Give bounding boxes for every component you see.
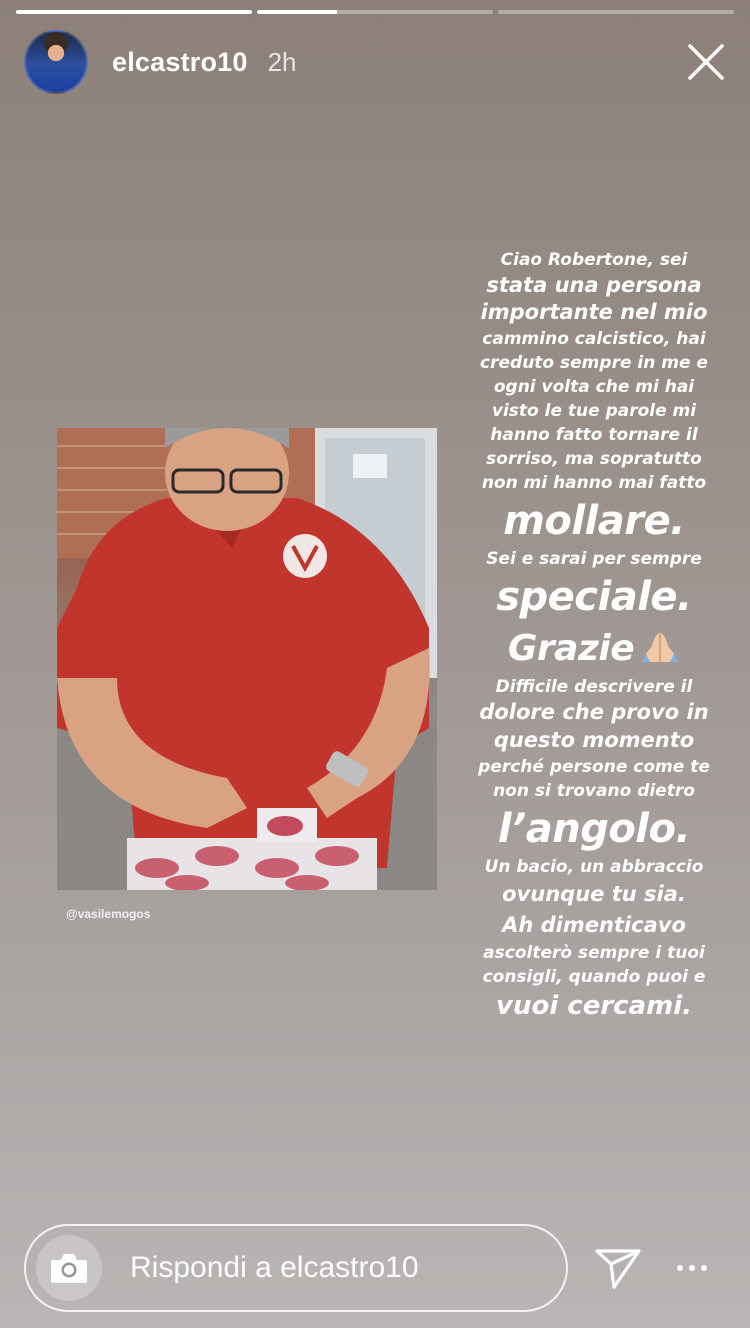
caption-line: non mi hanno mai fatto xyxy=(481,473,707,493)
caption-line: consigli, quando puoi e xyxy=(482,967,706,987)
story-photo xyxy=(57,428,437,890)
caption-line: visto le tue parole mi xyxy=(491,401,697,421)
camera-button[interactable] xyxy=(36,1235,102,1301)
caption-line: perché persone come te xyxy=(478,757,710,777)
reply-input[interactable] xyxy=(24,1224,568,1312)
caption-line: speciale. xyxy=(496,574,692,620)
camera-icon xyxy=(49,1251,89,1285)
caption-line: vuoi cercami. xyxy=(496,991,692,1021)
caption-line: dolore che provo in xyxy=(479,700,709,724)
story-caption xyxy=(474,248,714,1023)
story-progress xyxy=(16,10,734,14)
post-time: 2h xyxy=(267,46,297,77)
reply-placeholder: Rispondi a elcastro10 xyxy=(130,1251,419,1284)
caption-line-grazie xyxy=(474,623,714,675)
caption-line: ovunque tu sia. xyxy=(502,882,686,906)
more-icon[interactable] xyxy=(674,1254,710,1282)
caption-line: mollare. xyxy=(503,498,685,544)
progress-fill-1 xyxy=(16,10,252,14)
caption-line: Difficile descrivere il xyxy=(495,677,693,697)
caption-line: l’angolo. xyxy=(497,806,691,852)
caption-line: Un bacio, un abbraccio xyxy=(484,857,704,877)
username[interactable]: elcastro10 xyxy=(112,46,248,77)
caption-line: non si trovano dietro xyxy=(493,781,695,801)
caption-line: stata una persona xyxy=(486,273,702,297)
progress-fill-2 xyxy=(257,10,337,14)
caption-line: Sei e sarai per sempre xyxy=(486,549,702,569)
avatar[interactable] xyxy=(24,30,88,94)
caption-line: ascolterò sempre i tuoi xyxy=(483,943,705,963)
close-icon[interactable] xyxy=(686,42,726,82)
caption-line: creduto sempre in me e xyxy=(480,353,708,373)
send-icon[interactable] xyxy=(594,1244,642,1292)
caption-line: Grazie xyxy=(507,628,635,669)
caption-line: cammino calcistico, hai xyxy=(482,329,706,349)
caption-line: questo momento xyxy=(493,728,695,752)
story-footer xyxy=(24,1224,726,1312)
caption-line: ogni volta che mi hai xyxy=(493,377,695,397)
photo-credit: @vasilemogos xyxy=(66,907,151,921)
progress-segment-1 xyxy=(16,10,252,14)
caption-line: Ciao Robertone, sei xyxy=(500,250,688,270)
story-header xyxy=(24,28,726,96)
caption-line: sorriso, ma sopratutto xyxy=(486,449,702,469)
caption-line: importante nel mio xyxy=(480,300,708,324)
folded-hands-emoji xyxy=(640,628,680,664)
progress-segment-2 xyxy=(257,10,493,14)
progress-segment-3 xyxy=(498,10,734,14)
caption-line: hanno fatto tornare il xyxy=(490,425,698,445)
caption-line: Ah dimenticavo xyxy=(502,913,686,937)
